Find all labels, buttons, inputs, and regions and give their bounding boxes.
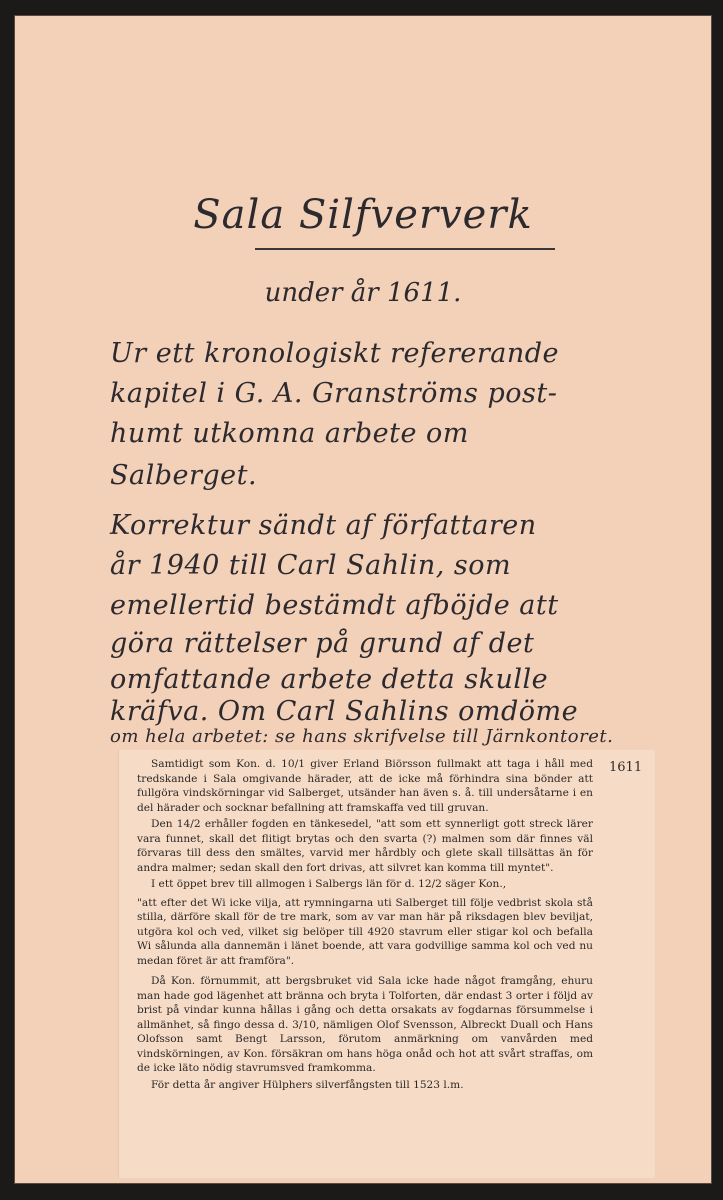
clipping-quote: "att efter det Wi icke vilja, att rymningarna uti Salberget till följe vedbrist skola stå stilla, därföre skall för de tre mark, som av var man här på riksdagen blev beviljat, utgöra kol och ved, vilket sig belöper till 4920 stavrum eller stigar kol och befalla Wi sålunda alla dannemän i länet boende, att vara godvillige samma kol och ved nu medan föret är att framföra". <box>137 896 593 967</box>
handwritten-title: Sala Silfververk <box>193 192 533 238</box>
document-sheet <box>15 16 711 1183</box>
handwritten-note-line: Korrektur sändt af författaren <box>110 510 537 541</box>
clipping-paragraph: Då Kon. förnummit, att bergsbruket vid Sala icke hade något framgång, ehuru man hade god lägenhet att bränna och bryta i Tolforten, där endast 3 orter i följd av brist på vindar kunna hållas i gång och detta orsakats av fogdarnas försummelse i allmänhet, så fingo dessa d. 3/10, nämligen Olof Svensson, Albreckt Duall och Hans Olofsson samt Bengt Larsson, förutom anmärkning om vanvården med vindskörningen, av Kon. försäkran om hans höga onåd och hot att svårt straffas, om de icke läto nödig stavrumsved framkomma. <box>137 975 593 1074</box>
handwritten-note-line: omfattande arbete detta skulle <box>110 664 549 695</box>
handwritten-note-line: humt utkomna arbete om <box>110 418 469 449</box>
clipping-paragraph: I ett öppet brev till allmogen i Salbergs län för d. 12/2 säger Kon., <box>151 878 507 890</box>
handwritten-note-line: år 1940 till Carl Sahlin, som <box>110 550 512 581</box>
title-underline <box>255 248 555 250</box>
handwritten-note-line: emellertid bestämdt afböjde att <box>110 590 559 621</box>
handwritten-note-line: om hela arbetet: se hans skrifvelse till Järnkontoret. <box>110 726 614 747</box>
handwritten-subtitle: under år 1611. <box>264 278 462 308</box>
clipping-body <box>137 757 593 1094</box>
handwritten-note-line: Salberget. <box>110 460 258 491</box>
handwritten-note-line: Ur ett kronologiskt refererande <box>110 338 560 369</box>
year-marker: 1611 <box>609 760 643 775</box>
printed-clipping <box>118 750 655 1178</box>
handwritten-note-line: göra rättelser på grund af det <box>110 628 535 659</box>
clipping-paragraph: Den 14/2 erhåller fogden en tänkesedel, "att som ett synnerligt gott streck lärer vara funnet, skall det flitigt brytas och den svarta (?) malmen som där finnes väl förvaras till dess den smältes, varvid mer hårdbly och glete skall tillsättas än för andra malmer; sedan skall den fort drivas, att silvret kan komma till myntet". <box>137 818 593 874</box>
clipping-paragraph: För detta år angiver Hülphers silverfångsten till 1523 l.m. <box>151 1078 464 1091</box>
handwritten-note-line: kapitel i G. A. Granströms post- <box>110 378 558 409</box>
handwritten-note-line: kräfva. Om Carl Sahlins omdöme <box>110 696 579 727</box>
clipping-paragraph: Samtidigt som Kon. d. 10/1 giver Erland Biörsson fullmakt att taga i håll med tredskande i Sala omgivande härader, att de icke må förhindra sina bönder att fullgöra vindskörningar vid Salberget, utsänder han även s. å. till undersåtarne i en del härader och socknar befallning att framskaffa ved till gruvan. <box>137 758 593 814</box>
